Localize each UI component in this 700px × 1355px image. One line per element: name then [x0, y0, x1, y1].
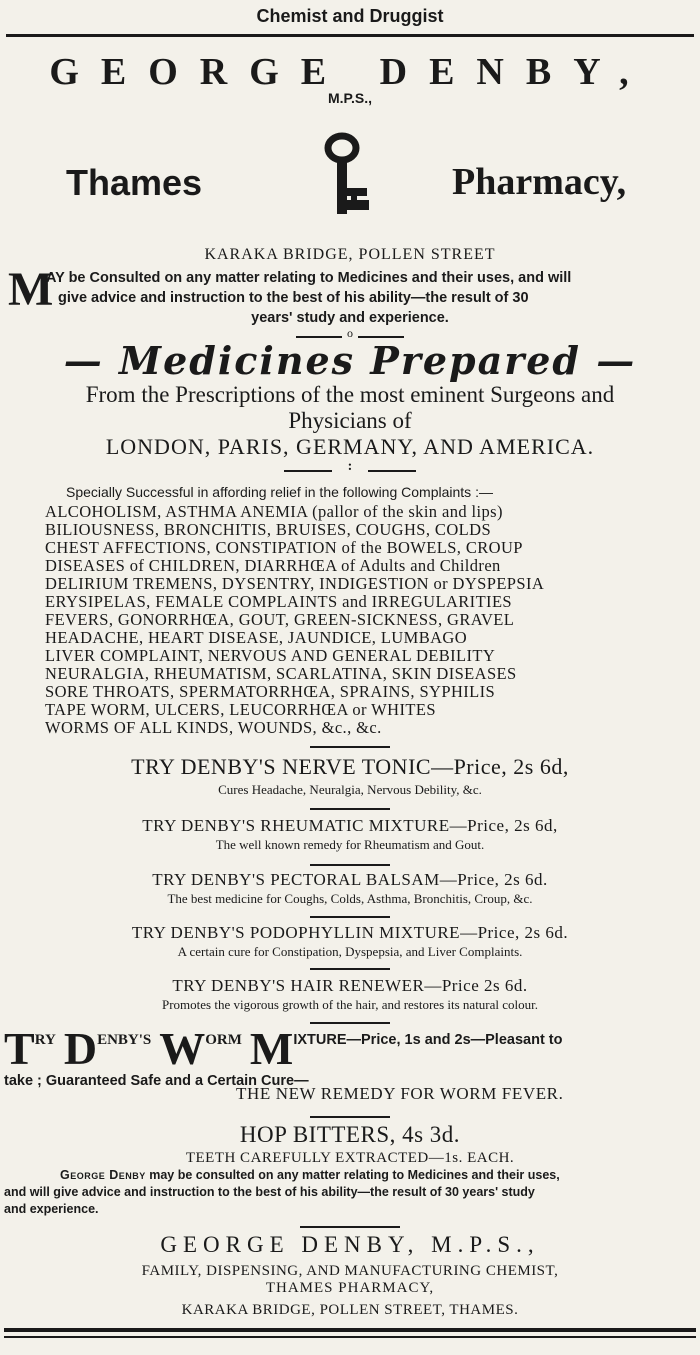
list-item: DISEASES of CHILDREN, DIARRHŒA of Adults and Children [45, 556, 501, 575]
worm-line-3: THE NEW REMEDY FOR WORM FEVER. [236, 1084, 564, 1103]
intro-line-2: give advice and instruction to the best of his ability—the result of 30 [58, 290, 529, 306]
worm-try: RY [34, 1032, 56, 1048]
list-item: DELIRIUM TREMENS, DYSENTRY, INDIGESTION or DYSPEPSIA [45, 574, 545, 593]
drop-letter-t: T [4, 1023, 35, 1074]
list-item: HEADACHE, HEART DISEASE, JAUNDICE, LUMBAGO [45, 628, 468, 647]
consult-line-2: and will give advice and instruction to the best of his ability—the result of 30 years' study [4, 1185, 535, 1199]
bottom-rule-thin [4, 1336, 696, 1338]
podophyllin-desc: A certain cure for Constipation, Dyspepsia, and Liver Complaints. [177, 944, 523, 959]
hair-renewer-title: TRY DENBY'S HAIR RENEWER—Price 2s 6d. [172, 976, 528, 995]
complaints-intro: Specially Successful in affording relief in the following Complaints :— [66, 484, 493, 500]
drop-letter-d: D [63, 1023, 98, 1074]
nerve-tonic-title: TRY DENBY'S NERVE TONIC—Price, 2s 6d, [131, 754, 569, 779]
worm-word: ORM [205, 1032, 242, 1048]
list-item: FEVERS, GONORRHŒA, GOUT, GREEN-SICKNESS, GRAVEL [45, 610, 515, 629]
drop-letter-m: M [249, 1023, 294, 1074]
rule [310, 968, 390, 970]
section-title: Chemist and Druggist [256, 6, 444, 26]
intro-line-1: AY be Consulted on any matter relating to Medicines and their uses, and will [46, 270, 572, 286]
rule [310, 916, 390, 918]
consult-lead-name: George Denby [60, 1168, 146, 1182]
thames-word: Thames [66, 162, 203, 203]
rule [310, 746, 390, 748]
bottom-rule-thick [4, 1328, 696, 1332]
footer-name: GEORGE DENBY, M.P.S., [160, 1232, 540, 1257]
worm-denby: ENBY'S [97, 1032, 152, 1048]
footer-address: KARAKA BRIDGE, POLLEN STREET, THAMES. [181, 1302, 519, 1318]
top-rule [6, 34, 694, 37]
header-address: KARAKA BRIDGE, POLLEN STREET [204, 246, 496, 263]
pectoral-desc: The best medicine for Coughs, Colds, Asthma, Bronchitis, Croup, &c. [167, 891, 533, 906]
pharmacy-word: Pharmacy, [452, 161, 627, 203]
rheumatic-desc: The well known remedy for Rheumatism and Gout. [215, 837, 485, 852]
intro-line-3: years' study and experience. [251, 310, 449, 326]
list-item: WORMS OF ALL KINDS, WOUNDS, &c., &c. [45, 718, 382, 737]
intro-drop-letter: M [8, 263, 54, 316]
rule [310, 864, 390, 866]
credentials: M.P.S., [327, 90, 373, 106]
worm-mixture: IXTURE—Price, 1s and 2s—Pleasant to [293, 1032, 563, 1048]
list-item: ALCOHOLISM, ASTHMA ANEMIA (pallor of the skin and lips) [45, 502, 503, 521]
rule [310, 808, 390, 810]
prescriptions-line-2: Physicians of [288, 408, 412, 433]
rule [300, 1226, 400, 1228]
proprietor-name: GEORGE DENBY, [49, 51, 651, 93]
prescriptions-line-1: From the Prescriptions of the most eminent Surgeons and [85, 382, 615, 407]
worm-line-1 [4, 1023, 563, 1074]
rule [310, 1116, 390, 1118]
cities-line: LONDON, PARIS, GERMANY, AND AMERICA. [105, 434, 595, 459]
list-item: BILIOUSNESS, BRONCHITIS, BRUISES, COUGHS, COLDS [45, 520, 492, 539]
medicines-heading: — Medicines Prepared — [63, 338, 637, 383]
medicines-ornament: : [347, 459, 353, 474]
hop-bitters: HOP BITTERS, 4s 3d. [239, 1122, 461, 1147]
rheumatic-title: TRY DENBY'S RHEUMATIC MIXTURE—Price, 2s 6d, [142, 816, 558, 835]
key-icon [320, 132, 380, 222]
podophyllin-title: TRY DENBY'S PODOPHYLLIN MIXTURE—Price, 2s 6d. [131, 923, 569, 942]
consult-line-1 [60, 1168, 560, 1182]
nerve-tonic-desc: Cures Headache, Neuralgia, Nervous Debility, &c. [218, 782, 482, 797]
list-item: ERYSIPELAS, FEMALE COMPLAINTS and IRREGULARITIES [45, 592, 513, 611]
list-item: TAPE WORM, ULCERS, LEUCORRHŒA or WHITES [45, 700, 436, 719]
medicines-rule-right [368, 470, 416, 472]
worm-line-2: take ; Guaranteed Safe and a Certain Cure— [4, 1073, 309, 1089]
pectoral-title: TRY DENBY'S PECTORAL BALSAM—Price, 2s 6d. [152, 870, 548, 889]
list-item: CHEST AFFECTIONS, CONSTIPATION of the BOWELS, CROUP [45, 538, 523, 557]
consult-text-1: may be consulted on any matter relating to Medicines and their uses, [149, 1168, 560, 1182]
drop-letter-w: W [159, 1023, 206, 1074]
teeth-extracted: TEETH CAREFULLY EXTRACTED—1s. EACH. [185, 1150, 515, 1166]
list-item: NEURALGIA, RHEUMATISM, SCARLATINA, SKIN DISEASES [45, 664, 517, 683]
hair-renewer-desc: Promotes the vigorous growth of the hair, and restores its natural colour. [161, 997, 539, 1012]
consult-line-3: and experience. [4, 1202, 99, 1216]
list-item: SORE THROATS, SPERMATORRHŒA, SPRAINS, SYPHILIS [45, 682, 496, 701]
footer-pharmacy: THAMES PHARMACY, [265, 1280, 435, 1296]
footer-role: FAMILY, DISPENSING, AND MANUFACTURING CHEMIST, [141, 1263, 559, 1279]
list-item: LIVER COMPLAINT, NERVOUS AND GENERAL DEBILITY [45, 646, 496, 665]
rule [310, 1022, 390, 1024]
intro-ornament: o [347, 326, 353, 340]
